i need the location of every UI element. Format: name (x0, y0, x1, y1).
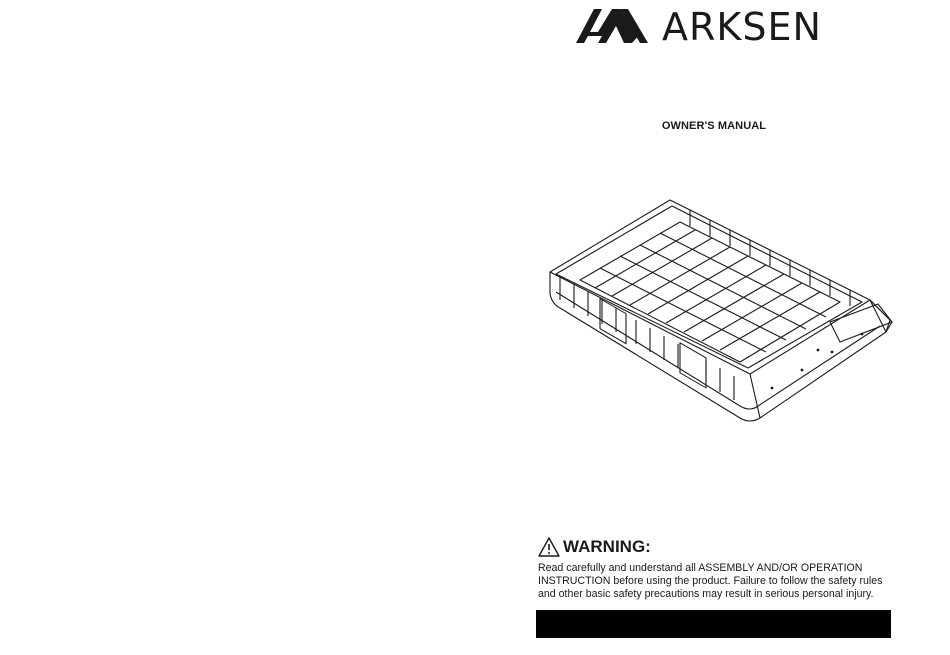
warning-line: INSTRUCTION before using the product. Failure to follow the safety rules (538, 575, 883, 588)
warning-line: Read carefully and understand all ASSEMBLY AND/OR OPERATION (538, 562, 863, 574)
roof-cargo-basket-illustration (540, 192, 900, 430)
warning-line: and other basic safety precautions may result in serious personal injury. (538, 588, 874, 601)
brand-name: ARKSEN (662, 5, 822, 49)
document-title: OWNER'S MANUAL (661, 120, 767, 132)
warning-section (538, 536, 898, 602)
arksen-logo-icon (576, 6, 648, 44)
warning-title: WARNING: (563, 537, 651, 556)
warning-text (538, 562, 898, 602)
warning-triangle-icon (538, 537, 560, 557)
brand-header (576, 5, 866, 49)
footer-black-bar (536, 610, 891, 638)
warning-header (538, 536, 898, 558)
